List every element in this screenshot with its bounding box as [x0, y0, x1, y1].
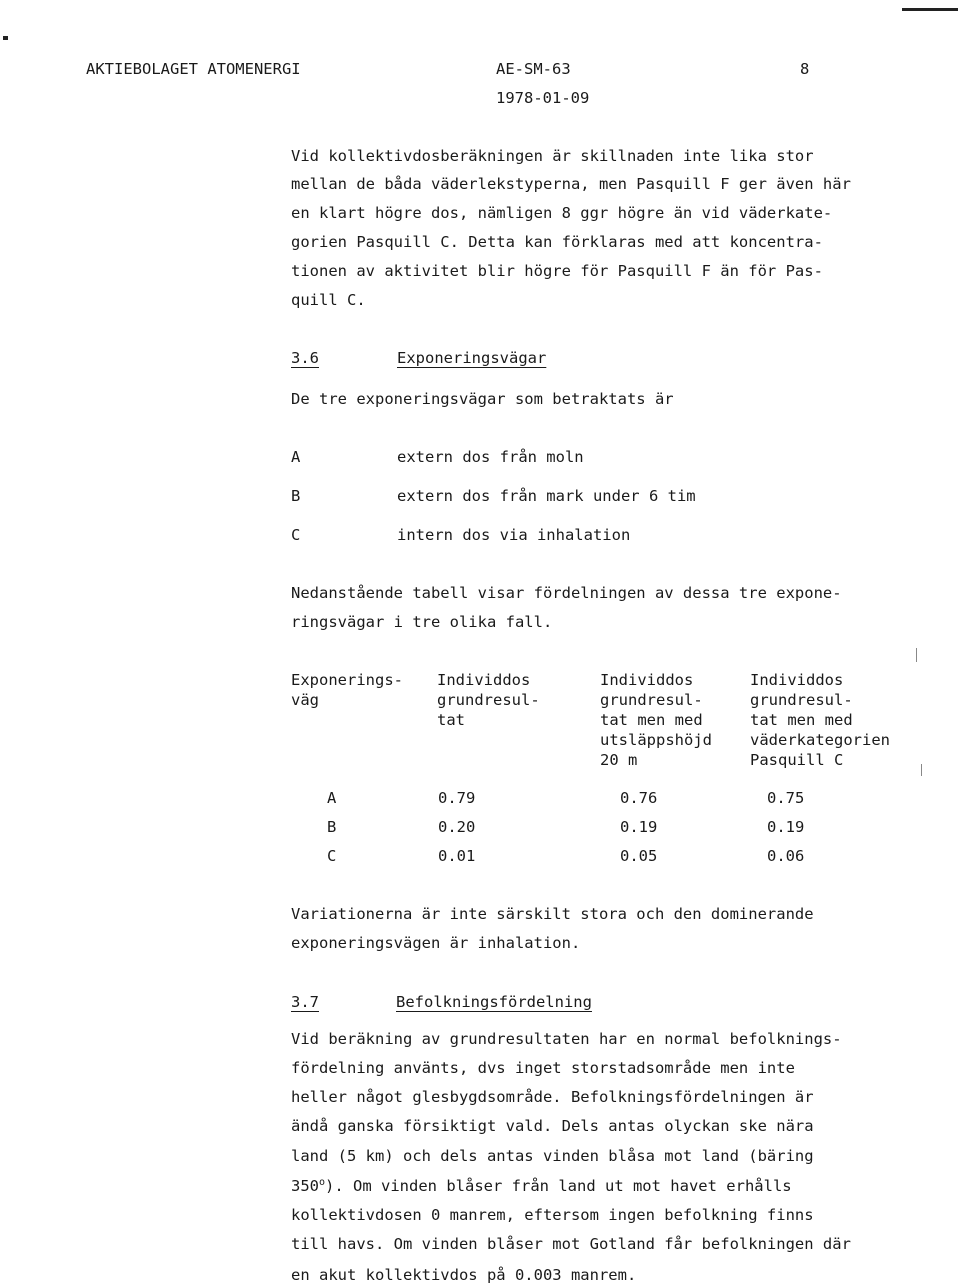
table-cell: 0.76: [620, 789, 658, 807]
body-line: ändå ganska försiktigt vald. Dels antas olyckan ske nära: [291, 1117, 814, 1135]
body-line: Nedanstående tabell visar fördelningen av dessa tre expone-: [291, 584, 842, 602]
report-date: 1978-01-09: [496, 89, 590, 107]
body-line: exponeringsvägen är inhalation.: [291, 934, 581, 952]
pathway-key: B: [291, 487, 301, 505]
body-line: heller något glesbygdsområde. Befolkningsfördelningen är: [291, 1088, 814, 1106]
bearing-value: 350: [291, 1177, 319, 1196]
table-header-cell: 20 m: [600, 751, 638, 769]
pathway-key: A: [291, 448, 301, 466]
table-header-cell: utsläppshöjd: [600, 731, 712, 749]
body-line: Vid beräkning av grundresultaten har en normal befolknings-: [291, 1030, 842, 1048]
section-title: Befolkningsfördelning: [396, 993, 592, 1011]
table-header-cell: tat men med: [600, 711, 703, 729]
table-header-cell: väderkategorien: [750, 731, 890, 749]
intro-line: tionen av aktivitet blir högre för Pasquill F än för Pas-: [291, 262, 823, 280]
company-name: AKTIEBOLAGET ATOMENERGI: [86, 60, 301, 78]
table-header-cell: Individdos: [437, 671, 531, 689]
intro-line: Vid kollektivdosberäkningen är skillnaden inte lika stor: [291, 147, 814, 165]
table-header-cell: tat: [437, 711, 465, 729]
body-line: land (5 km) och dels antas vinden blåsa mot land (bäring: [291, 1147, 814, 1165]
section-lead: De tre exponeringsvägar som betraktats är: [291, 390, 674, 408]
intro-line: en klart högre dos, nämligen 8 ggr högre än vid väderkate-: [291, 204, 833, 222]
table-cell: 0.79: [438, 789, 476, 807]
table-cell: 0.06: [767, 847, 805, 865]
scan-edge-mark: [902, 8, 958, 11]
section-number: 3.7: [291, 993, 319, 1011]
intro-line: quill C.: [291, 291, 366, 309]
scan-speck: [921, 764, 922, 776]
table-cell: B: [327, 818, 337, 836]
section-number: 3.6: [291, 349, 319, 367]
table-header-cell: tat men med: [750, 711, 853, 729]
degree-sign: o: [319, 1177, 326, 1188]
section-title: Exponeringsvägar: [397, 349, 547, 367]
table-header-cell: Individdos: [750, 671, 844, 689]
body-line: Variationerna är inte särskilt stora och den dominerande: [291, 905, 814, 923]
pathway-key: C: [291, 526, 301, 544]
table-header-cell: Individdos: [600, 671, 694, 689]
intro-line: gorien Pasquill C. Detta kan förklaras med att koncentra-: [291, 233, 823, 251]
body-line: [291, 1177, 792, 1195]
body-line: ringsvägar i tre olika fall.: [291, 613, 553, 631]
pathway-text: extern dos från moln: [397, 448, 584, 466]
page-number: 8: [800, 60, 810, 78]
table-header-cell: grundresul-: [437, 691, 540, 709]
table-header-cell: väg: [291, 691, 319, 709]
scan-corner-mark: [3, 36, 8, 40]
body-line: kollektivdosen 0 manrem, eftersom ingen befolkning finns: [291, 1206, 814, 1224]
body-line: en akut kollektivdos på 0.003 manrem.: [291, 1266, 637, 1284]
body-line: fördelning använts, dvs inget storstadsområde men inte: [291, 1059, 795, 1077]
table-cell: 0.05: [620, 847, 658, 865]
table-cell: A: [327, 789, 337, 807]
table-header-cell: grundresul-: [600, 691, 703, 709]
body-line: till havs. Om vinden blåser mot Gotland får befolkningen där: [291, 1235, 851, 1253]
table-cell: 0.19: [620, 818, 658, 836]
table-cell: 0.20: [438, 818, 476, 836]
bearing-rest: ). Om vinden blåser från land ut mot havet erhålls: [325, 1177, 792, 1196]
table-header-cell: Exponerings-: [291, 671, 403, 689]
pathway-text: extern dos från mark under 6 tim: [397, 487, 696, 505]
pathway-text: intern dos via inhalation: [397, 526, 631, 544]
table-cell: 0.75: [767, 789, 805, 807]
report-id: AE-SM-63: [496, 60, 571, 78]
table-header-cell: grundresul-: [750, 691, 853, 709]
table-cell: 0.19: [767, 818, 805, 836]
scan-speck: [916, 648, 917, 662]
table-cell: 0.01: [438, 847, 476, 865]
table-cell: C: [327, 847, 337, 865]
table-header-cell: Pasquill C: [750, 751, 844, 769]
intro-line: mellan de båda väderlekstyperna, men Pasquill F ger även här: [291, 175, 851, 193]
